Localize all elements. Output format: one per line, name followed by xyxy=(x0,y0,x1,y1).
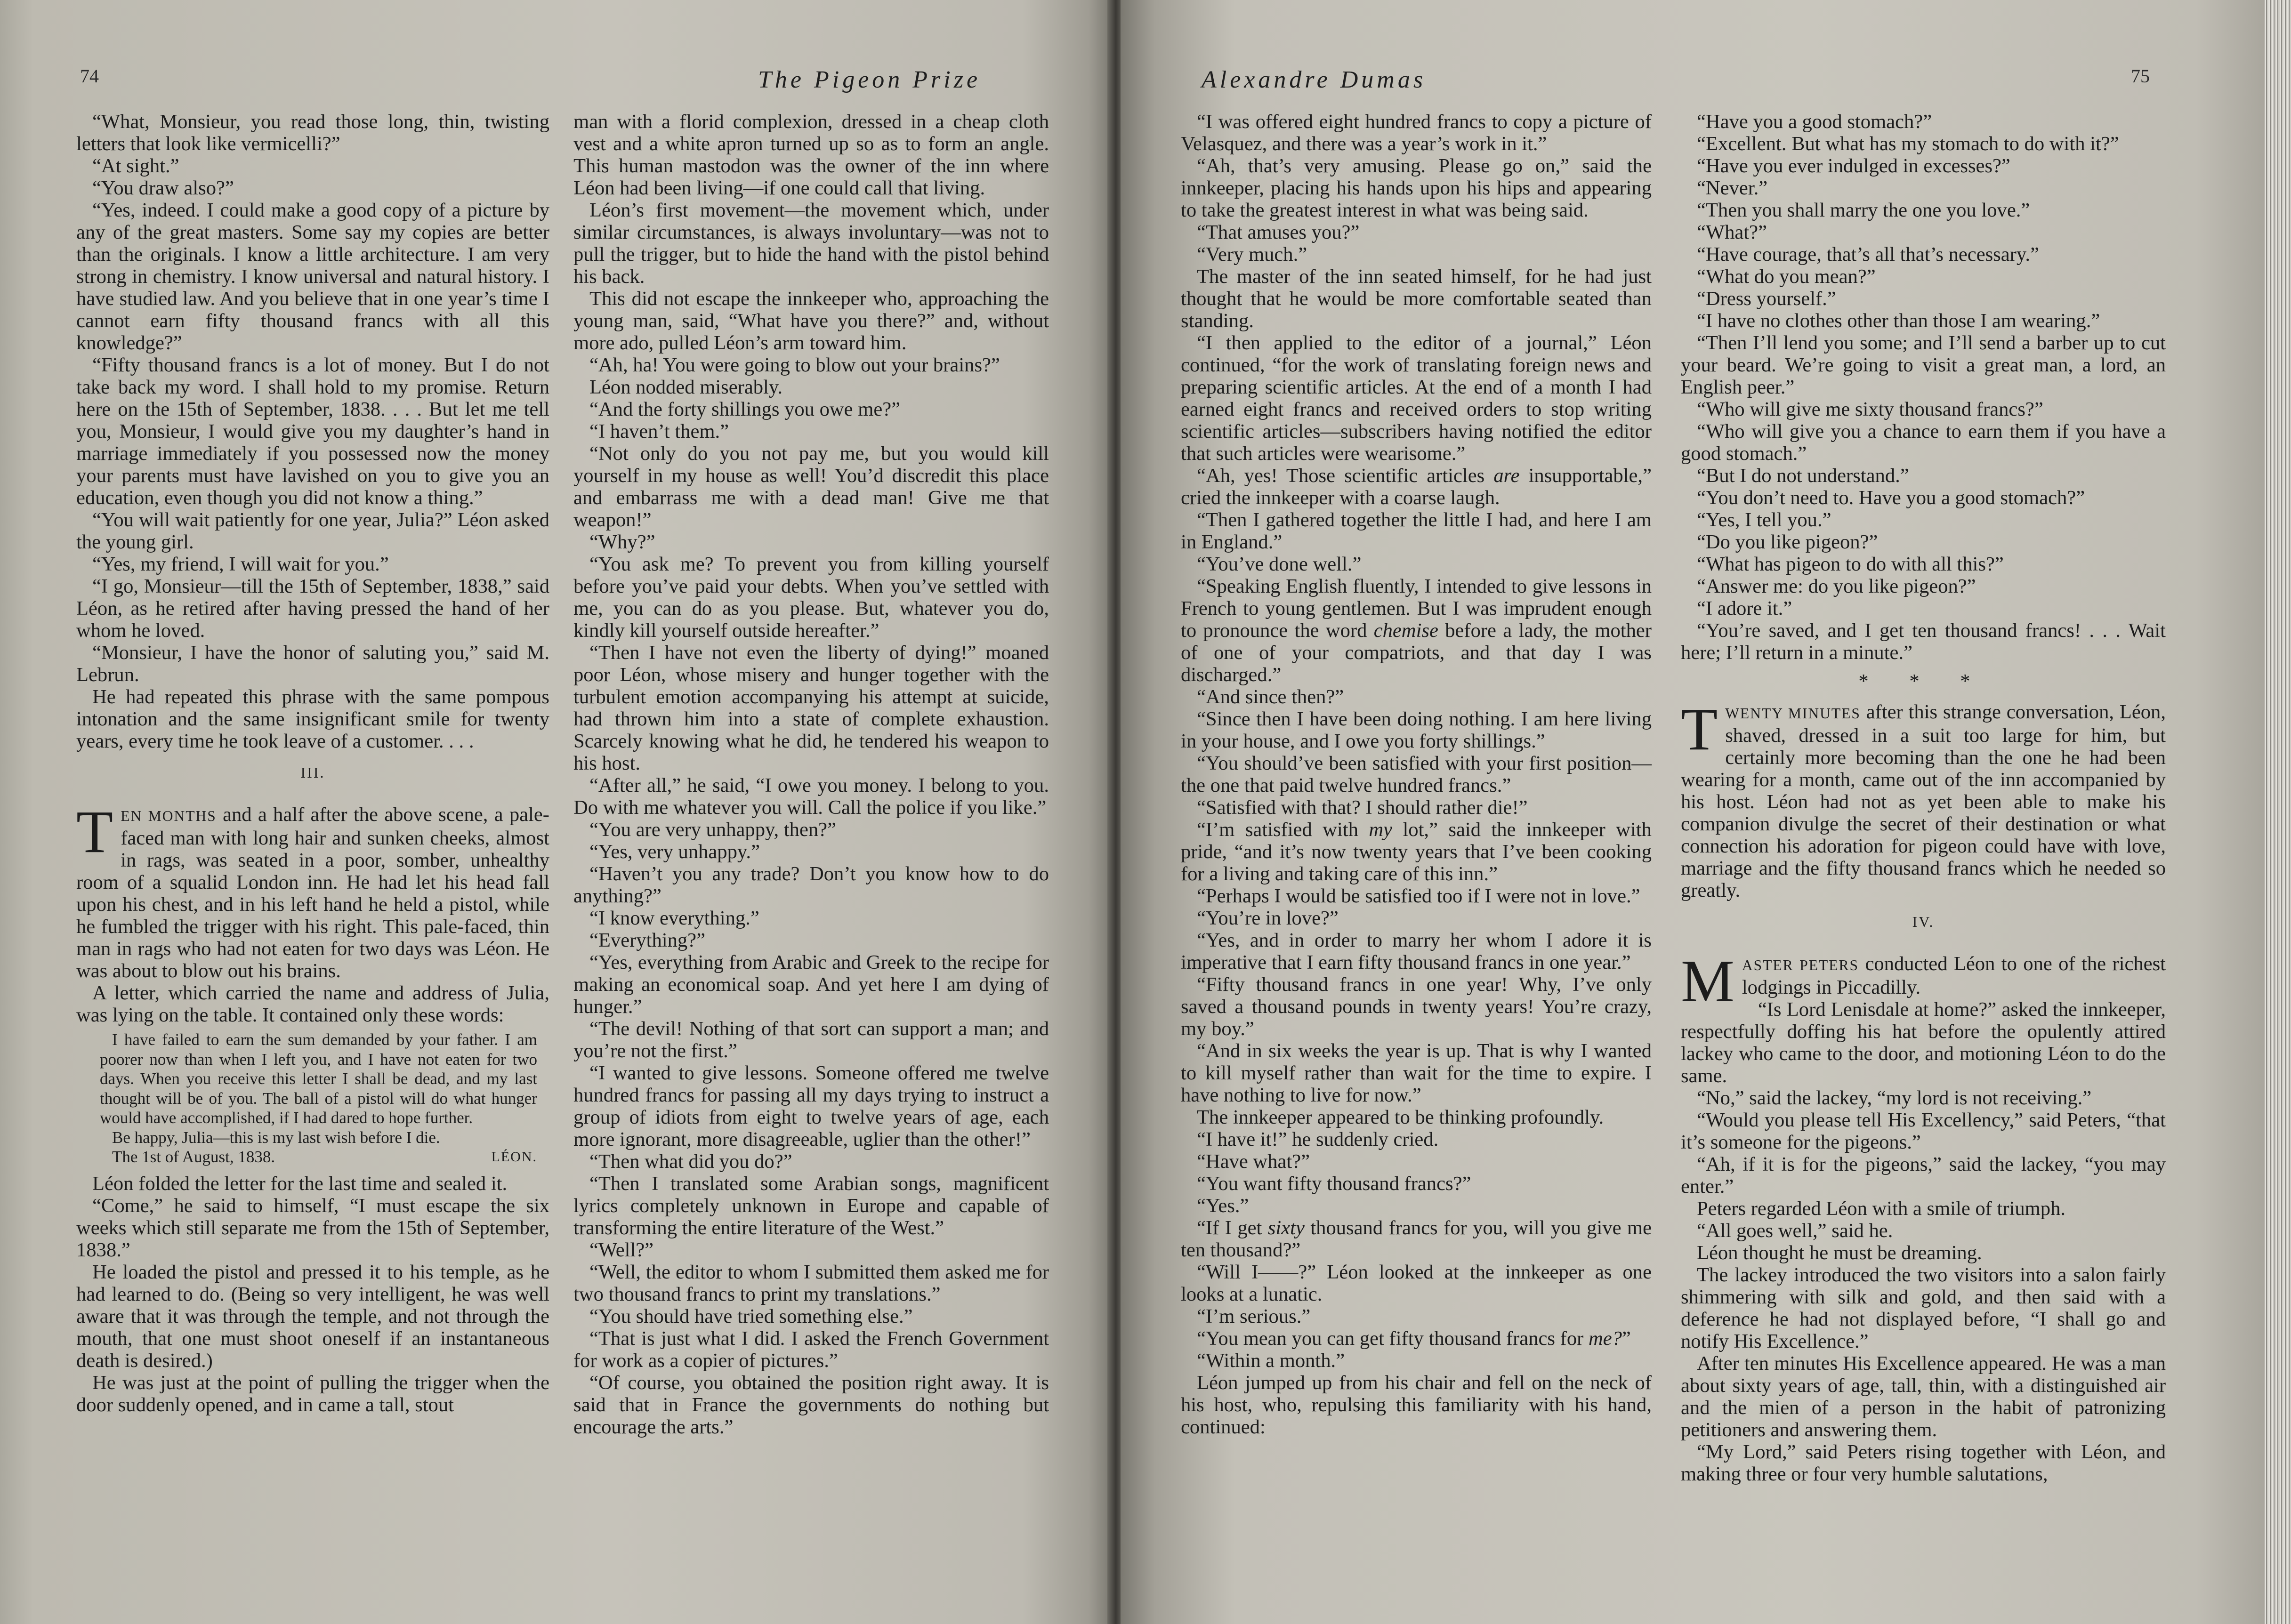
text-run: “I’m satisfied with xyxy=(1197,819,1369,841)
paragraph xyxy=(1181,1217,1652,1261)
small-caps-lead: EN MONTHS xyxy=(121,808,217,824)
paragraph: “But I do not understand.” xyxy=(1697,465,1909,487)
paragraph: “I then applied to the editor of a journal,” Léon continued, “for the work of translating foreign news and preparing scientific articles. At the end of a month I had earned eight francs and received orders to stop writing scientific articles—subscribers having notified the editor that such articles were wearisome.” xyxy=(1181,332,1652,465)
paragraph: He was just at the point of pulling the trigger when the door suddenly opened, and in came a tall, stout xyxy=(76,1371,549,1416)
paragraph-text: and a half after the above scene, a pale-faced man with long hair and sunken cheeks, almost in rags, was seated in a poor, somber, unhealthy room of a squalid London inn. He had let his head fall upon his chest, and in his left hand he held a pistol, while he fumbled the trigger with his right. This pale-faced, thin man in rags who had not eaten for two days was Léon. He was about to blow out his brains. xyxy=(76,804,549,982)
paragraph: “Excellent. But what has my stomach to do with it?” xyxy=(1697,133,2119,155)
paragraph: “I have no clothes other than those I am wearing.” xyxy=(1697,310,2100,332)
paragraph: “Do you like pigeon?” xyxy=(1697,531,1878,553)
paragraph: “Haven’t you any trade? Don’t you know how to do anything?” xyxy=(573,863,1049,907)
italic-word: sixty xyxy=(1267,1217,1305,1239)
drop-cap: M xyxy=(1681,948,1734,1014)
drop-cap: T xyxy=(76,798,113,865)
left-column-1 xyxy=(76,111,549,1416)
paragraph: “I go, Monsieur—till the 15th of September, 1838,” said Léon, as he retired after having pressed the hand of her whom he loved. xyxy=(76,575,549,642)
paragraph: “You want fifty thousand francs?” xyxy=(1197,1173,1471,1195)
paragraph: “That is just what I did. I asked the French Government for work as a copier of pictures.” xyxy=(573,1327,1049,1372)
paragraph: “Fifty thousand francs is a lot of money. But I do not take back my word. I shall hold to my promise. Return here on the 15th of September, 1838. . . . But let me tell you, Monsieur, I would give you my daughter’s hand in marriage immediately if you possessed now the money your parents must have lavished on you to give you an education, even though you did not know a thing.” xyxy=(76,354,549,509)
paragraph: “What, Monsieur, you read those long, thin, twisting letters that look like vermicelli?” xyxy=(76,111,549,155)
paragraph: “Satisfied with that? I should rather die!” xyxy=(1197,796,1528,819)
paragraph: He had repeated this phrase with the same pompous intonation and the same insignificant smile for twenty years, every time he took leave of a customer. . . . xyxy=(76,686,549,752)
right-column-1 xyxy=(1181,111,1652,1438)
paragraph: “Of course, you obtained the position right away. It is said that in France the governments do nothing but encourage the arts.” xyxy=(573,1372,1049,1438)
paragraph: “Have courage, that’s all that’s necessary.” xyxy=(1697,243,2039,265)
paragraph: Léon thought he must be dreaming. xyxy=(1697,1242,1982,1264)
paragraph: “Would you please tell His Excellency,” said Peters, “that it’s someone for the pigeons.” xyxy=(1681,1109,2166,1153)
paragraph: “You should’ve been satisfied with your first position—the one that paid twelve hundred francs.” xyxy=(1181,752,1652,796)
letter-date-line xyxy=(100,1147,537,1167)
paragraph: “You draw also?” xyxy=(92,177,234,199)
section-opening-paragraph xyxy=(76,798,549,982)
paragraph: “Then I translated some Arabian songs, magnificent lyrics completely unknown in Europe and capable of transforming the entire literature of the West.” xyxy=(573,1173,1049,1239)
paragraph: man with a florid complexion, dressed in a cheap cloth vest and a white apron turned up so as to form an angle. This human mastodon was the owner of the inn where Léon had been living—if one could call that living. xyxy=(573,111,1049,199)
paragraph: “Since then I have been doing nothing. I am here living in your house, and I owe you forty shillings.” xyxy=(1181,708,1652,752)
drop-cap: T xyxy=(1681,696,1718,763)
paragraph: “All goes well,” said he. xyxy=(1697,1220,1893,1242)
paragraph: “Will I——?” Léon looked at the innkeeper as one looks at a lunatic. xyxy=(1181,1261,1652,1305)
paragraph: “Ah, ha! You were going to blow out your brains?” xyxy=(589,354,1000,376)
paragraph xyxy=(1181,1327,1652,1350)
page-number: 75 xyxy=(2131,65,2150,87)
paragraph xyxy=(1181,819,1652,885)
paragraph-text: after this strange conversation, Léon, shaved, dressed in a suit too large for him, but certainly more becoming than the one he had been wearing for a month, came out of the inn accompanied by his host. Léon had not as yet been able to make his companion divulge the secret of their destination or what connection his adoration for pigeon could have with love, marriage and the fifty thousand francs which he needed so greatly. xyxy=(1681,701,2166,901)
paragraph: “I’m serious.” xyxy=(1197,1305,1311,1327)
text-run: “Speaking English fluently, I intended to give lessons in French to young gentlemen. But I was imprudent enough to pronounce the word xyxy=(1181,575,1652,642)
paragraph: “Answer me: do you like pigeon?” xyxy=(1697,575,1976,597)
paragraph: Peters regarded Léon with a smile of triumph. xyxy=(1697,1198,2066,1220)
paragraph: Léon nodded miserably. xyxy=(589,376,783,398)
paragraph: “Not only do you not pay me, but you would kill yourself in my house as well! You’d discredit this place and embarrass me with a dead man! Give me that weapon!” xyxy=(573,442,1049,531)
paragraph: “You ask me? To prevent you from killing yourself before you’ve paid your debts. When you’ve settled with me, you can do as you please. But, whatever you do, kindly kill yourself outside hereafter.” xyxy=(573,553,1049,642)
paragraph: “What?” xyxy=(1697,221,1767,243)
paragraph xyxy=(1181,465,1652,509)
text-run: lot,” said the innkeeper with pride, “and it’s now twenty years that I’ve been cooking for a living and taking care of this inn.” xyxy=(1181,819,1652,885)
small-caps-lead: WENTY MINUTES xyxy=(1725,705,1861,722)
paragraph: “Who will give me sixty thousand francs?” xyxy=(1697,398,2043,420)
text-run: before a lady, the mother of one of your compatriots, and that day I was discharged.” xyxy=(1181,619,1652,686)
italic-word: are xyxy=(1493,465,1520,487)
paragraph: “Have what?” xyxy=(1197,1150,1310,1173)
paragraph: “Then I have not even the liberty of dying!” moaned poor Léon, whose misery and hunger together with the turbulent emotion accompanying his attempt at suicide, had thrown him into a state of complete exhaustion. Scarcely knowing what he did, he tendered his weapon to his host. xyxy=(573,642,1049,774)
paragraph: “What has pigeon to do with all this?” xyxy=(1697,553,2004,575)
paragraph: “Who will give you a chance to earn them if you have a good stomach.” xyxy=(1681,420,2166,465)
italic-word: chemise xyxy=(1373,619,1438,642)
running-head: The Pigeon Prize xyxy=(758,66,981,93)
text-run: thousand francs for you, will you give me ten thousand?” xyxy=(1181,1217,1652,1261)
paragraph: “Have you ever indulged in excesses?” xyxy=(1697,155,2010,177)
quoted-letter xyxy=(100,1030,537,1167)
paragraph: “Is Lord Lenisdale at home?” asked the innkeeper, respectfully doffing his hat before the opulently attired lackey who came to the door, and motioning Léon to do the same. xyxy=(1681,998,2166,1087)
section-heading-iii: III. xyxy=(300,764,325,781)
letter-signature: LÉON. xyxy=(491,1149,537,1165)
paragraph: “Then you shall marry the one you love.” xyxy=(1697,199,2030,221)
paragraph: “Very much.” xyxy=(1197,243,1307,265)
paragraph: “You don’t need to. Have you a good stomach?” xyxy=(1697,487,2085,509)
section-heading-iv: IV. xyxy=(1912,913,1935,930)
italic-word: my xyxy=(1369,819,1393,841)
text-run: “If I get xyxy=(1197,1217,1268,1239)
page-edges xyxy=(2265,0,2291,1624)
paragraph: “Yes, my friend, I will wait for you.” xyxy=(92,553,389,575)
paragraph xyxy=(1181,575,1652,686)
section-break-asterisks: * * * xyxy=(1858,670,1988,692)
paragraph: “You’ve done well.” xyxy=(1197,553,1362,575)
paragraph: He loaded the pistol and pressed it to his temple, as he had learned to do. (Being so very intelligent, he was well aware that it was through the temple, and not through the mouth, that one must shoot oneself if an instantaneous death is desired.) xyxy=(76,1261,549,1372)
italic-word: me? xyxy=(1588,1327,1622,1350)
paragraph: “Perhaps I would be satisfied too if I were not in love.” xyxy=(1197,885,1640,907)
paragraph: “Yes, and in order to marry her whom I adore it is imperative that I earn fifty thousand francs in one year.” xyxy=(1181,929,1652,973)
text-run: insupportable,” cried the innkeeper with a coarse laugh. xyxy=(1181,465,1652,509)
paragraph: “My Lord,” said Peters rising together with Léon, and making three or four very humble salutations, xyxy=(1681,1441,2166,1485)
paragraph: “Dress yourself.” xyxy=(1697,288,1836,310)
right-page xyxy=(1121,0,2265,1624)
text-run: “You mean you can get fifty thousand francs for xyxy=(1197,1327,1589,1350)
paragraph: “You’re in love?” xyxy=(1197,907,1339,929)
small-caps-lead: ASTER PETERS xyxy=(1742,957,1859,973)
paragraph: “You are very unhappy, then?” xyxy=(589,819,836,841)
paragraph: The master of the inn seated himself, for he had just thought that he would be more comfortable seated than standing. xyxy=(1181,265,1652,332)
paragraph: “Everything?” xyxy=(589,929,705,951)
section-opening-paragraph xyxy=(1681,948,2166,1014)
right-column-2 xyxy=(1681,111,2166,1485)
paragraph: “And in six weeks the year is up. That is why I wanted to kill myself rather than wait for the time to expire. I have nothing to live for now.” xyxy=(1181,1040,1652,1106)
paragraph: “Why?” xyxy=(589,531,655,553)
paragraph: “Yes, I tell you.” xyxy=(1697,509,1831,531)
paragraph: “After all,” he said, “I owe you money. I belong to you. Do with me whatever you will. Call the police if you like.” xyxy=(573,774,1049,819)
paragraph: A letter, which carried the name and address of Julia, was lying on the table. It contained only these words: xyxy=(76,982,549,1026)
paragraph: Léon jumped up from his chair and fell on the neck of his host, who, repulsing this familiarity with his hand, continued: xyxy=(1181,1372,1652,1438)
paragraph: “I adore it.” xyxy=(1697,597,1792,619)
paragraph: “You’re saved, and I get ten thousand francs! . . . Wait here; I’ll return in a minute.” xyxy=(1681,619,2166,664)
paragraph: “Yes, very unhappy.” xyxy=(589,841,760,863)
paragraph: The lackey introduced the two visitors into a salon fairly shimmering with silk and gold, and then said with a deference he had not displayed before, “I shall go and notify His Excellence.” xyxy=(1681,1264,2166,1352)
paragraph: “Have you a good stomach?” xyxy=(1697,111,1932,133)
paragraph: “Well?” xyxy=(589,1239,654,1261)
paragraph: “Yes.” xyxy=(1197,1195,1249,1217)
paragraph: “Ah, that’s very amusing. Please go on,” said the innkeeper, placing his hands upon his hips and appearing to take the greatest interest in what was being said. xyxy=(1181,155,1652,221)
paragraph: “And since then?” xyxy=(1197,686,1344,708)
paragraph: Léon’s first movement—the movement which, under similar circumstances, is always involuntary—was not to pull the trigger, but to hide the hand with the pistol behind his back. xyxy=(573,199,1049,288)
paragraph: “I was offered eight hundred francs to copy a picture of Velasquez, and there was a year’s work in it.” xyxy=(1181,111,1652,155)
paragraph: “I wanted to give lessons. Someone offered me twelve hundred francs for passing all my days trying to instruct a group of idiots from eight to twelve years of age, each more ignorant, more disagreeable, uglier than the other!” xyxy=(573,1062,1049,1150)
letter-body: I have failed to earn the sum demanded by your father. I am poorer now than when I left you, and I have not eaten for two days. When you receive this letter I shall be dead, and my last thought will be of you. The ball of a pistol will do what hunger would have accomplished, if I had dared to hope further. xyxy=(100,1030,537,1127)
paragraph: “The devil! Nothing of that sort can support a man; and you’re not the first.” xyxy=(573,1018,1049,1062)
paragraph: “I know everything.” xyxy=(589,907,759,929)
letter-closing: Be happy, Julia—this is my last wish before I die. xyxy=(112,1128,440,1147)
paragraph: “Never.” xyxy=(1697,177,1768,199)
paragraph: “Ah, if it is for the pigeons,” said the lackey, “you may enter.” xyxy=(1681,1153,2166,1198)
paragraph: “Well, the editor to whom I submitted them asked me for two thousand francs to print my translations.” xyxy=(573,1261,1049,1305)
paragraph: “That amuses you?” xyxy=(1197,221,1360,243)
paragraph: “You should have tried something else.” xyxy=(589,1305,913,1327)
section-opening-paragraph xyxy=(1681,696,2166,901)
paragraph: “Then I gathered together the little I had, and here I am in England.” xyxy=(1181,509,1652,553)
paragraph: “What do you mean?” xyxy=(1697,265,1876,288)
paragraph: After ten minutes His Excellence appeared. He was a man about sixty years of age, tall, thin, with a distinguished air and the mien of a person in the habit of patronizing petitioners and answering them. xyxy=(1681,1352,2166,1441)
running-head: Alexandre Dumas xyxy=(1202,66,1427,93)
text-run: “Ah, yes! Those scientific articles xyxy=(1197,465,1494,487)
paragraph: “At sight.” xyxy=(92,155,179,177)
paragraph: “I have it!” he suddenly cried. xyxy=(1197,1128,1439,1150)
paragraph: “And the forty shillings you owe me?” xyxy=(589,398,901,420)
paragraph: “No,” said the lackey, “my lord is not receiving.” xyxy=(1697,1087,2092,1109)
paragraph: “Yes, indeed. I could make a good copy of a picture by any of the great masters. Some say my copies are better than the originals. I know a little architecture. I am very strong in chemistry. I know universal and natural history. I have studied law. And you believe that in one year’s time I cannot earn fifty thousand francs with all this knowledge?” xyxy=(76,199,549,354)
text-run: ” xyxy=(1621,1327,1631,1350)
paragraph: “I haven’t them.” xyxy=(589,420,729,442)
paragraph-text: conducted Léon to one of the richest lodgings in Piccadilly. xyxy=(1742,953,2166,998)
paragraph: The innkeeper appeared to be thinking profoundly. xyxy=(1197,1106,1604,1128)
paragraph: “Monsieur, I have the honor of saluting you,” said M. Lebrun. xyxy=(76,642,549,686)
page-number: 74 xyxy=(80,65,99,87)
letter-date: The 1st of August, 1838. xyxy=(112,1148,275,1166)
paragraph: “Come,” he said to himself, “I must escape the six weeks which still separate me from the 15th of September, 1838.” xyxy=(76,1194,549,1261)
left-column-2 xyxy=(573,111,1049,1438)
paragraph: This did not escape the innkeeper who, approaching the young man, said, “What have you there?” and, without more ado, pulled Léon’s arm toward him. xyxy=(573,288,1049,354)
paragraph: “Then I’ll lend you some; and I’ll send a barber up to cut your beard. We’re going to visit a great man, a lord, an English peer.” xyxy=(1681,332,2166,398)
paragraph: “Within a month.” xyxy=(1197,1350,1345,1372)
paragraph: “Fifty thousand francs in one year! Why, I’ve only saved a thousand pounds in twenty years! You’re crazy, my boy.” xyxy=(1181,973,1652,1040)
paragraph: “Then what did you do?” xyxy=(589,1150,792,1173)
left-page xyxy=(0,0,1111,1624)
paragraph: “Yes, everything from Arabic and Greek to the recipe for making an economical soap. And yet here I am dying of hunger.” xyxy=(573,951,1049,1018)
paragraph: “You will wait patiently for one year, Julia?” Léon asked the young girl. xyxy=(76,509,549,553)
paragraph: Léon folded the letter for the last time and sealed it. xyxy=(92,1172,508,1195)
